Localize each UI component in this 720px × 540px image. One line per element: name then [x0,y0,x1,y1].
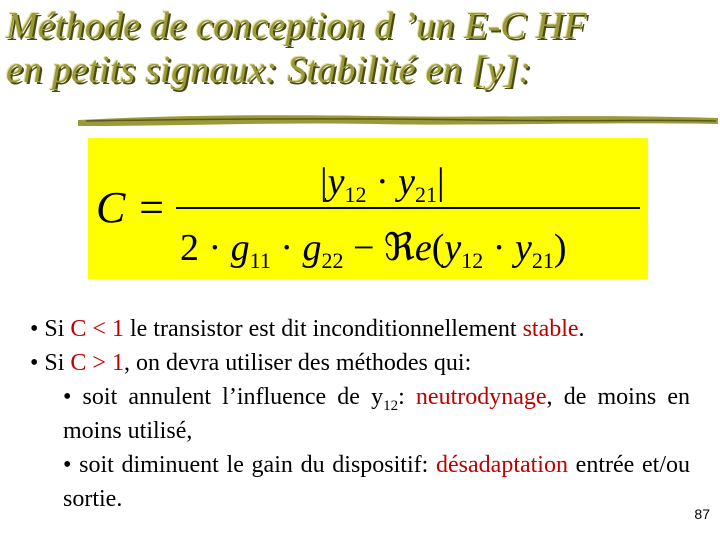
bullet-2-prefix: • Si [30,350,71,376]
bullet-2 [30,346,690,380]
title-line-2: en petits signaux: Stabilité en [y]: [6,49,532,91]
bullet-1-text: le transistor est dit inconditionnellement [123,316,523,342]
sub-bullet-1-subscript: 12 [383,397,399,414]
page-number: 87 [694,506,710,522]
sub-bullet-2-highlight: désadaptation [436,452,568,478]
bullet-1-highlight: stable [522,316,579,342]
sub-bullet-1-colon: : [398,384,416,410]
bullet-1-prefix: • Si [30,316,71,342]
sub-bullet-2 [30,448,690,516]
bullet-2-text: , on devra utiliser des méthodes qui: [123,350,472,376]
sub-bullet-1-rest: , de moins en moins utilisé, [63,384,690,444]
slide-body [30,312,690,516]
sub-bullet-1 [30,380,690,448]
sub-bullet-1-highlight: neutrodynage [415,384,547,410]
title-line-1: Méthode de conception d ’un E-C HF [6,5,587,47]
bullet-2-condition: C > 1 [70,350,124,376]
bullet-1-suffix: . [578,316,585,342]
slide-title [6,4,714,92]
formula-denominator: $2 \cdot g_{11} \cdot g_{22}$ − $ℜe(y_{12} \cdot y_{21})$ [180,227,567,273]
bullet-1-condition: C < 1 [70,316,124,342]
bullet-1 [30,312,690,346]
sub-bullet-1-lead: • soit annulent l’influence de y [63,384,384,410]
title-underline [76,110,720,132]
formula-lhs: C = [96,183,167,232]
stability-formula [88,138,648,279]
sub-bullet-2-lead: • soit diminuent le gain du dispositif: [63,452,437,478]
sub-bullet-2-rest: entrée et/ou sortie. [63,452,690,512]
formula-numerator: $|y_{12} \cdot y_{21}|$ [320,161,445,207]
